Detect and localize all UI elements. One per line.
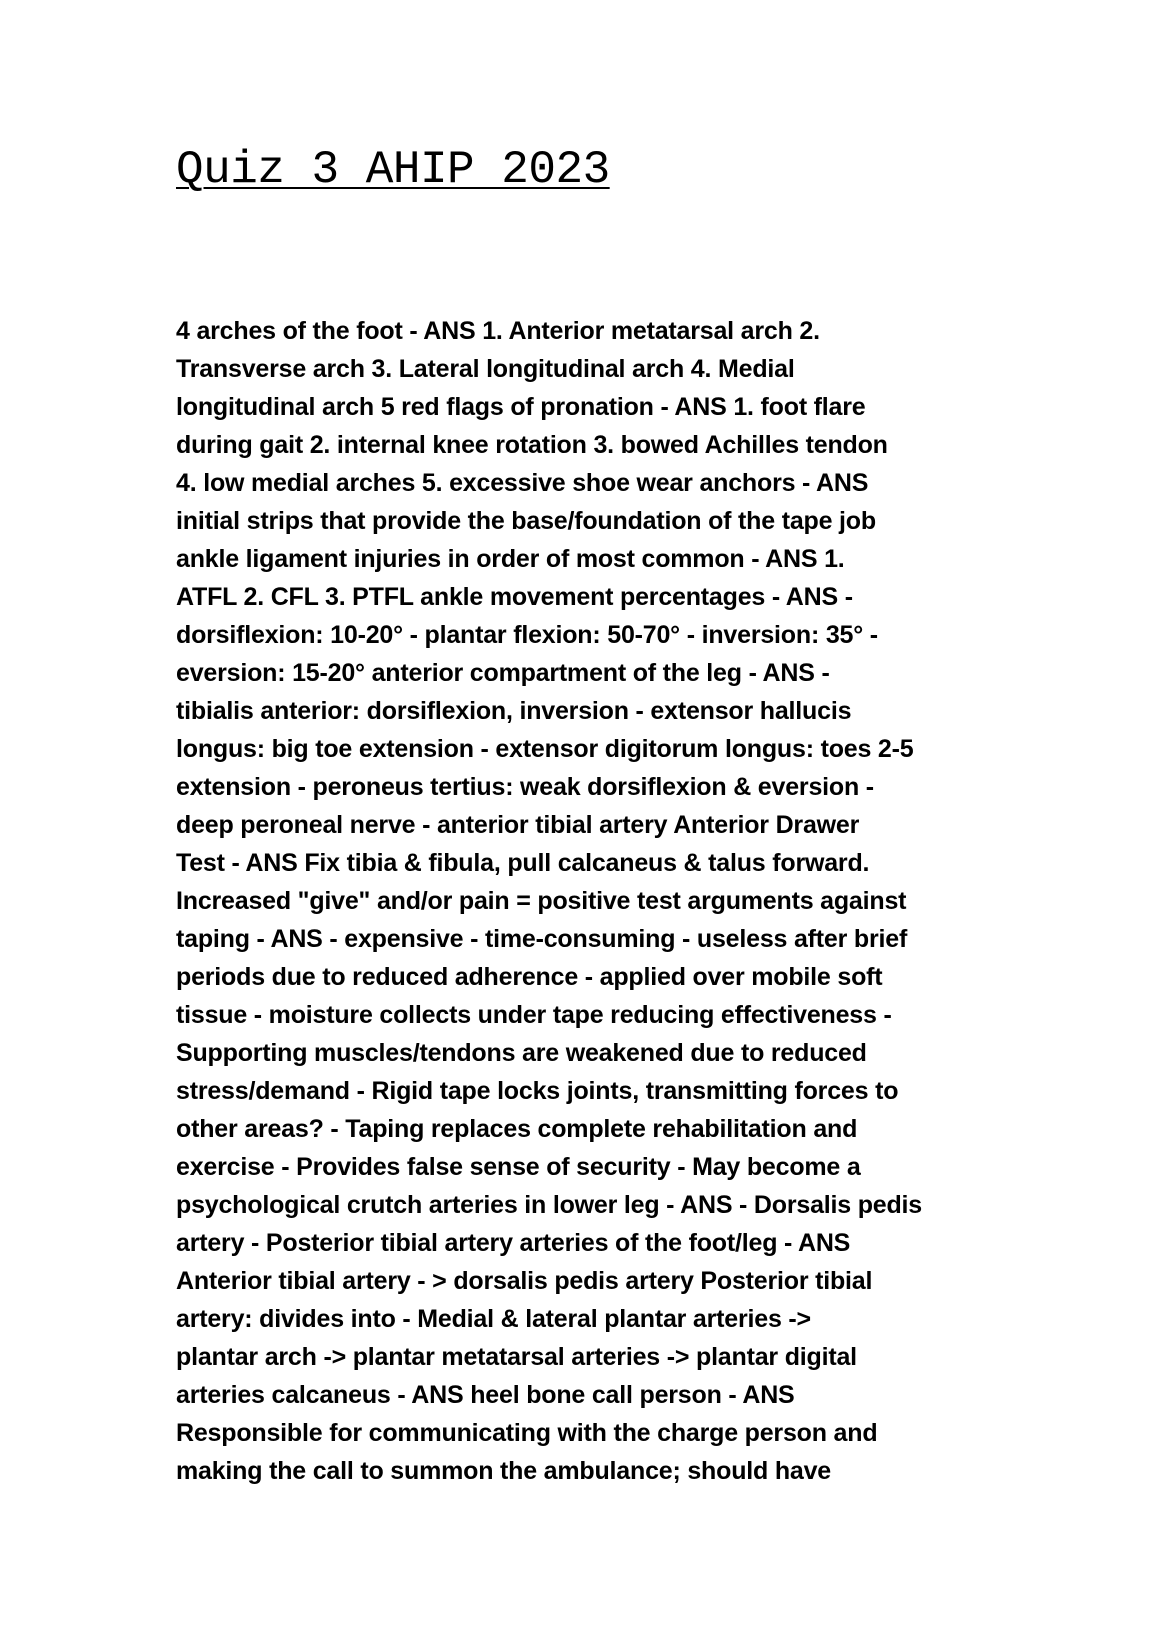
body-line: stress/demand - Rigid tape locks joints, transmitting forces to — [176, 1077, 899, 1105]
body-line: eversion: 15-20° anterior compartment of the leg - ANS - — [176, 659, 830, 687]
document-title: Quiz 3 AHIP 2023 — [176, 144, 610, 196]
document-body — [176, 312, 1006, 1490]
body-line: artery - Posterior tibial artery arteries of the foot/leg - ANS — [176, 1229, 851, 1257]
body-line: plantar arch -> plantar metatarsal arteries -> plantar digital — [176, 1343, 857, 1371]
body-line: Anterior tibial artery - > dorsalis pedis artery Posterior tibial — [176, 1267, 873, 1295]
body-line: Supporting muscles/tendons are weakened due to reduced — [176, 1039, 867, 1067]
body-line: making the call to summon the ambulance; should have — [176, 1457, 832, 1485]
body-line: artery: divides into - Medial & lateral plantar arteries -> — [176, 1305, 811, 1333]
body-line: dorsiflexion: 10-20° - plantar flexion: 50-70° - inversion: 35° - — [176, 621, 878, 649]
body-line: 4. low medial arches 5. excessive shoe wear anchors - ANS — [176, 469, 869, 497]
body-line: longus: big toe extension - extensor digitorum longus: toes 2-5 — [176, 735, 914, 763]
body-line: Transverse arch 3. Lateral longitudinal arch 4. Medial — [176, 355, 795, 383]
body-line: tissue - moisture collects under tape reducing effectiveness - — [176, 1001, 892, 1029]
body-line: 4 arches of the foot - ANS 1. Anterior metatarsal arch 2. — [176, 317, 820, 345]
body-line: ATFL 2. CFL 3. PTFL ankle movement percentages - ANS - — [176, 583, 853, 611]
body-line: periods due to reduced adherence - applied over mobile soft — [176, 963, 883, 991]
body-line: tibialis anterior: dorsiflexion, inversion - extensor hallucis — [176, 697, 852, 725]
body-line: ankle ligament injuries in order of most common - ANS 1. — [176, 545, 845, 573]
body-line: during gait 2. internal knee rotation 3. bowed Achilles tendon — [176, 431, 888, 459]
body-line: deep peroneal nerve - anterior tibial artery Anterior Drawer — [176, 811, 860, 839]
body-line: Increased "give" and/or pain = positive test arguments against — [176, 887, 907, 915]
body-line: longitudinal arch 5 red flags of pronation - ANS 1. foot flare — [176, 393, 866, 421]
body-line: exercise - Provides false sense of security - May become a — [176, 1153, 861, 1181]
body-line: taping - ANS - expensive - time-consuming - useless after brief — [176, 925, 908, 953]
body-line: Responsible for communicating with the charge person and — [176, 1419, 878, 1447]
body-line: arteries calcaneus - ANS heel bone call person - ANS — [176, 1381, 795, 1409]
body-line: initial strips that provide the base/foundation of the tape job — [176, 507, 876, 535]
body-line: Test - ANS Fix tibia & fibula, pull calcaneus & talus forward. — [176, 849, 870, 877]
body-line: extension - peroneus tertius: weak dorsiflexion & eversion - — [176, 773, 874, 801]
body-line: psychological crutch arteries in lower leg - ANS - Dorsalis pedis — [176, 1191, 923, 1219]
body-line: other areas? - Taping replaces complete rehabilitation and — [176, 1115, 858, 1143]
